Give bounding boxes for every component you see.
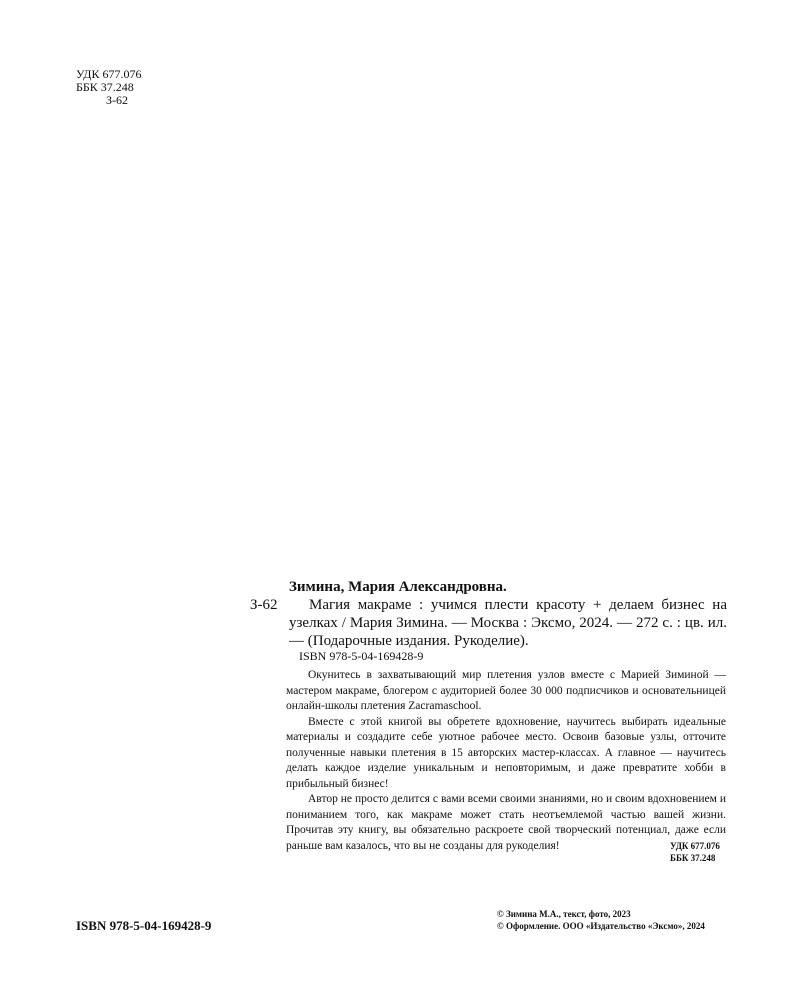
copyright-text: © Зимина М.А., текст, фото, 2023 — [497, 909, 631, 919]
classification-codes-top — [76, 68, 141, 107]
annotation — [286, 668, 726, 854]
udk-code: УДК 677.076 — [670, 841, 720, 851]
annotation-paragraph: Автор не просто делится с вами всеми своими знаниями, но и своим вдохновением и пониманием того, как макраме может стать неотъемлемой частью вашей жизни. Прочитав эту книгу, вы обязательно раскроете свой творческий потенциал, даже если раньше вам казалось, что вы не созданы для рукоделия! — [286, 793, 726, 852]
footer-isbn: ISBN 978-5-04-169428-9 — [76, 918, 212, 933]
copyright-design: © Оформление. ООО «Издательство «Эксмо», 2024 — [497, 921, 705, 931]
annotation-paragraph: Вместе с этой книгой вы обретете вдохновение, научитесь выбирать идеальные материалы и создадите себе уютное рабочее место. Освоив базовые узлы, отточите полученные навыки плетения в 15 авторских мастер-классах. А главное — научитесь делать каждое изделие уникальным и неповторимым, и даже превратите хобби в прибыльный бизнес! — [286, 715, 726, 790]
author-mark: З-62 — [106, 93, 129, 107]
copyright-block — [497, 908, 705, 932]
bbk-code: ББК 37.248 — [670, 853, 716, 863]
record-isbn: ISBN 978-5-04-169428-9 — [299, 649, 424, 663]
record-author-mark: З-62 — [250, 597, 278, 613]
udk-code: УДК 677.076 — [76, 67, 142, 81]
record-author: Зимина, Мария Александровна. — [289, 579, 507, 595]
bbk-code: ББК 37.248 — [76, 80, 134, 94]
annotation-paragraph: Окунитесь в захватывающий мир плетения узлов вместе с Марией Зиминой — мастером макраме, блогером с аудиторией более 30 000 подписчиков и основательницей онлайн-школы плетения Zacramaschool. — [286, 669, 726, 712]
classification-codes-annotation — [670, 840, 720, 864]
record-title: Магия макраме : учимся плести красоту + делаем бизнес на узелках / Мария Зимина. — Москва : Эксмо, 2024. — 272 с. : цв. ил. — (Подарочные издания. Рукоделие). — [289, 597, 727, 649]
